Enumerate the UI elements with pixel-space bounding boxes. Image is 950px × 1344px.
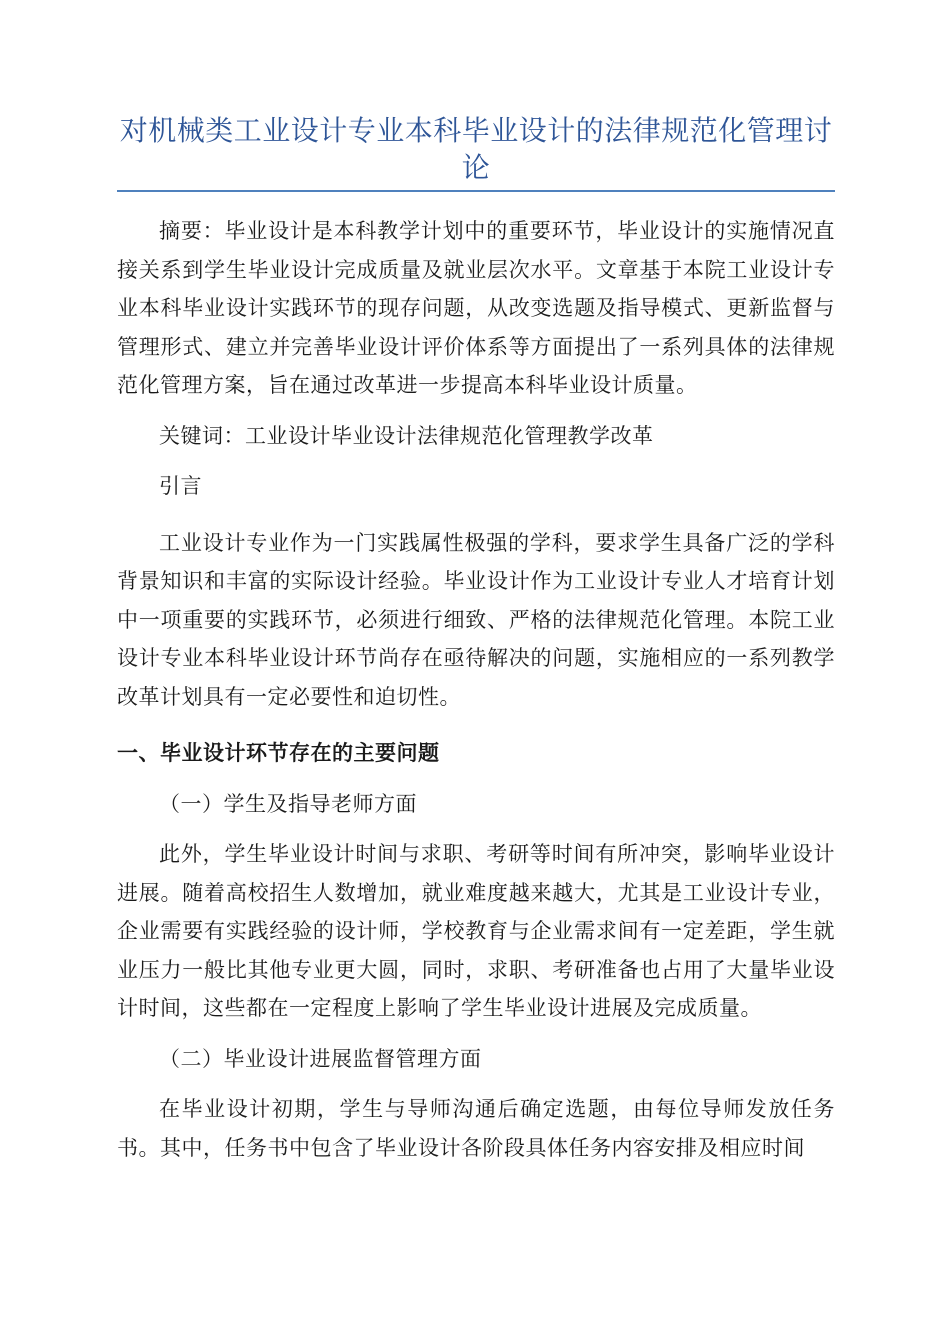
subsection-paragraph-1: 此外，学生毕业设计时间与求职、考研等时间有所冲突，影响毕业设计进展。随着高校招生人数增加，就业难度越来越大，尤其是工业设计专业，企业需要有实践经验的设计师，学校教育与企业需求间有一定差距，学生就业压力一般比其他专业更大圆，同时，求职、考研准备也占用了大量毕业设计时间，这些都在一定程度上影响了学生毕业设计进展及完成质量。 <box>117 842 835 1020</box>
keywords-line: 关键词：工业设计毕业设计法律规范化管理教学改革 <box>159 423 654 448</box>
section-heading-1: 一、毕业设计环节存在的主要问题 <box>117 741 440 765</box>
intro-paragraph: 工业设计专业作为一门实践属性极强的学科，要求学生具备广泛的学科背景知识和丰富的实际设计经验。毕业设计作为工业设计专业人才培育计划中一项重要的实践环节，必须进行细致、严格的法律规范化管理。本院工业设计专业本科毕业设计环节尚存在亟待解决的问题，实施相应的一系列教学改革计划具有一定必要性和迫切性。 <box>117 530 835 709</box>
document-title: 对机械类工业设计专业本科毕业设计的法律规范化管理讨论 <box>117 112 835 192</box>
intro-heading: 引言 <box>159 474 202 498</box>
abstract-paragraph: 摘要：毕业设计是本科教学计划中的重要环节，毕业设计的实施情况直接关系到学生毕业设计完成质量及就业层次水平。文章基于本院工业设计专业本科毕业设计实践环节的现存问题，从改变选题及指导模式、更新监督与管理形式、建立并完善毕业设计评价体系等方面提出了一系列具体的法律规范化管理方案，旨在通过改革进一步提高本科毕业设计质量。 <box>117 219 835 397</box>
subsection-heading-1: （一）学生及指导老师方面 <box>159 791 417 816</box>
subsection-paragraph-2: 在毕业设计初期，学生与导师沟通后确定选题，由每位导师发放任务书。其中，任务书中包含了毕业设计各阶段具体任务内容安排及相应时间 <box>117 1097 835 1160</box>
subsection-heading-2: （二）毕业设计进展监督管理方面 <box>159 1046 482 1071</box>
document-page <box>117 112 835 1167</box>
